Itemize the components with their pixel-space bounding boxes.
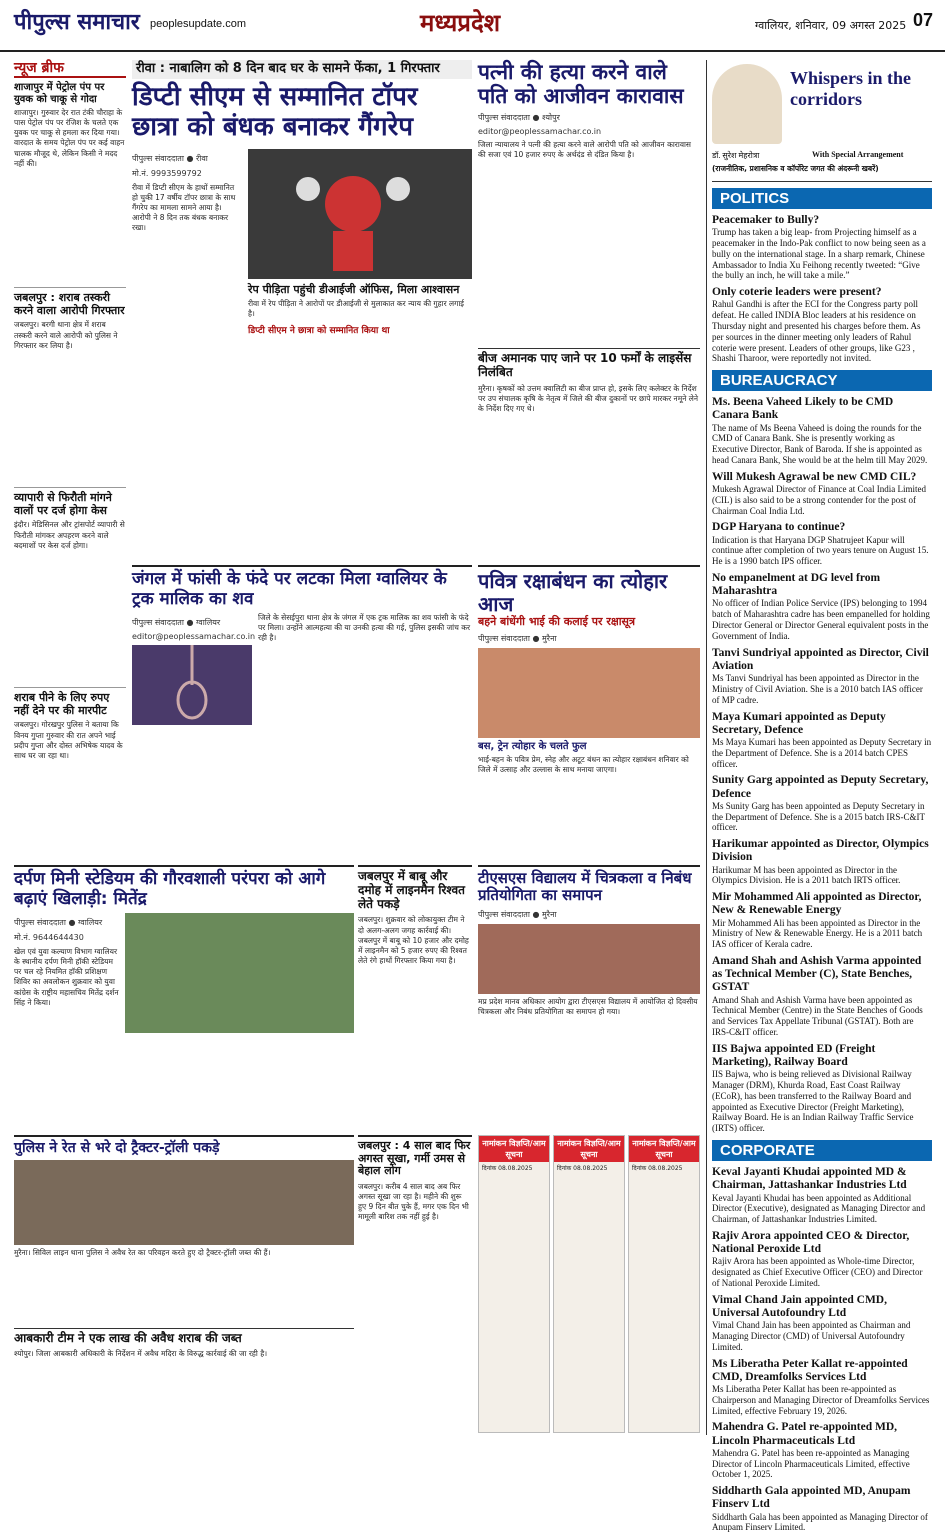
brief-headline: जबलपुर : शराब तस्करी करने वाला आरोपी गिरफ्तार <box>14 291 125 317</box>
story-body: मुरैना। सिविल लाइन थाना पुलिस ने अवैध रेत का परिवहन करते हुए दो ट्रैक्टर-ट्रॉली जब्त की हैं। <box>14 1248 271 1258</box>
story-darpan-stadium <box>14 865 354 1130</box>
item-text: IIS Bajwa, who is being relieved as Divisional Railway Manager (DRM), Khurda Road, East Coast Railway (ECoR), has been transferred to the Railway Board and appointed as Executive Director (Freight Marketing), Railway Board. He is an Indian Railway Traffic Service (IRTS) officer. <box>712 1069 914 1134</box>
item-headline: Tanvi Sundriyal appointed as Director, Civil Aviation <box>712 646 929 672</box>
market-photo <box>478 648 700 738</box>
notice-heading: नामांकन विज्ञप्ति/आम सूचना <box>479 1136 549 1162</box>
item-text: Keval Jayanti Khudai has been appointed as Additional Director (Executive), designated as Managing Director and Chairman, of Jattashankar Industries Limited. <box>712 1192 926 1225</box>
item-text: Mahendra G. Patel has been re-appointed as Managing Director of Lincoln Pharmaceuticals Limited, effective October 1, 2025. <box>712 1447 910 1480</box>
photo-caption: बस, ट्रेन त्योहार के चलते फुल <box>478 740 587 752</box>
item-text: Mukesh Agrawal Director of Finance at Coal India Limited (CIL) is also said to be a strong contender for the post of Chairman Coal India Ltd. <box>712 484 926 516</box>
story-email[interactable]: editor@peoplessamachar.co.in <box>478 127 602 137</box>
story-body: श्योपुर। जिला आबकारी अधिकारी के निर्देशन में अवैध मदिरा के विरुद्ध कार्रवाई की जा रही है। <box>14 1348 268 1358</box>
story-headline: डिप्टी सीएम से सम्मानित टॉपर छात्रा को बंधक बनाकर गैंगरेप <box>132 81 418 142</box>
item-text: Ms Sunity Garg has been appointed as Deputy Secretary in the Department of Defence. She is a 2015 batch IRS-C&IT officer. <box>712 800 925 833</box>
story-truck-owner <box>132 565 472 860</box>
item-headline: Keval Jayanti Khudai appointed MD & Chairman, Jattashankar Industries Ltd <box>712 1166 907 1192</box>
item-text: The name of Ms Beena Vaheed is doing the rounds for the CMD of Canara Bank. She is presently working as Executive Director, Bank of Baroda. If she is appointed as head Canara Bank, She would be at the helm till May 2029. <box>712 422 928 466</box>
section-title: मध्यप्रदेश <box>420 9 501 37</box>
item-headline: Peacemaker to Bully? <box>712 214 820 226</box>
item-text: Rahul Gandhi is after the ECI for the Congress party poll defeat. He called INDIA Bloc leaders at his residence on Thursday night and presented his charges before them. As per sources in the dinner meeting only leaders of Rahul coterie were present. Leaders of other groups, like G23 , Shashi Tharoor, were reportedly not invited. <box>712 299 921 364</box>
item-text: Rajiv Arora has been appointed as Whole-time Director, designated as Chief Executive Officer (CEO) and Director of National Peroxide Limited. <box>712 1256 923 1288</box>
story-headline: पुलिस ने रेत से भरे दो ट्रैक्टर-ट्रॉली पकड़े <box>14 1140 220 1156</box>
story-body: जिला न्यायालय ने पत्नी की हत्या करने वाले आरोपी पति को आजीवन कारावास की सजा एवं 10 हजार रुपए के अर्थदंड से दंडित किया है। <box>478 140 692 160</box>
story-subhead: बहने बांधेंगी भाई की कलाई पर रक्षासूत्र <box>478 615 636 628</box>
item-headline: Amand Shah and Ashish Varma appointed as Technical Member (C), State Benches, GSTAT <box>712 955 922 994</box>
item-headline: Mir Mohammed Ali appointed as Director, New & Renewable Energy <box>712 891 922 917</box>
section-corporate: CORPORATE <box>712 1140 932 1161</box>
noose-icon <box>132 645 252 725</box>
news-brief-title: न्यूज ब्रीफ <box>14 60 126 78</box>
side-body: रीवा में रेप पीड़िता ने आरोपों पर डीआईजी से मुलाकात कर न्याय की गुहार लगाई है। <box>248 299 464 319</box>
section-politics: POLITICS <box>712 188 932 209</box>
story-headline: दर्पण मिनी स्टेडियम की गौरवशाली परंपरा को आगे बढ़ाएं खिलाड़ी: मितेंद्र <box>14 869 326 909</box>
item-text: Siddharth Gala has been appointed as Managing Director of Anupam Finserv Limited. <box>712 1511 928 1533</box>
story-wife-murder <box>478 60 700 345</box>
brief-text: इंदौर। मेडिसिनल और ट्रांसपोर्ट व्यापारी से फिरौती मांगकर अपहरण करने वाले बदमाशों पर केस दर्ज होगा। <box>14 520 125 550</box>
item-text: Ms Maya Kumari has been appointed as Deputy Secretary in the Department of Defence. She is a 2014 batch CPES officer. <box>712 736 932 769</box>
story-byline: पीपुल्स संवाददाता ● श्योपुर <box>478 113 560 123</box>
school-photo <box>478 924 700 994</box>
story-body: जबलपुर। शुक्रवार को लोकायुक्त टीम ने दो अलग-अलग जगह कार्रवाई की। जबलपुर में बाबू को 10 हजार और दमोह में लाइनमैन को 5 हजार रुपए की रिश्वत लेते रंगे हाथों गिरफ्तार किया गया है। <box>358 915 469 965</box>
notice-ad-1 <box>478 1135 550 1433</box>
story-body: भाई-बहन के पवित्र प्रेम, स्नेह और अटूट बंधन का त्योहार रक्षाबंधन शनिवार को जिले में उत्साह और उल्लास के साथ मनाया जाएगा। <box>478 755 689 775</box>
story-body: जिले के सेसईपुरा थाना क्षेत्र के जंगल में एक ट्रक मालिक का शव फांसी के फंदे पर मिला। उन्होंने आत्महत्या की या उनकी हत्या की गई, पुलिस इसकी जांच कर रही है। <box>258 613 471 643</box>
story-headline: जबलपुर में बाबू और दमोह में लाइनमैन रिश्वत लेते पकड़े <box>358 869 465 911</box>
story-headline: आबकारी टीम ने एक लाख की अवैध शराब की जब्त <box>14 1331 242 1345</box>
brief-text: जबलपुर। गोरखपुर पुलिस ने बताया कि विनय गुप्ता गुरुवार की रात अपने भाई प्रदीप गुप्ता और दोस्त अभिषेक यादव के साथ घर जा रहा था। <box>14 720 123 760</box>
hockey-team-photo <box>125 913 354 1033</box>
story-seed-licenses <box>478 348 700 560</box>
story-body: जबलपुर। करीब 4 साल बाद अब फिर अगस्त सूखा जा रहा है। महीने की शुरू हुए 9 दिन बीत चुके हैं, मगर एक दिन भी मामूली बारिश तक नहीं हुई है। <box>358 1181 469 1222</box>
item-headline: Siddharth Gala appointed MD, Anupam Finserv Ltd <box>712 1485 911 1511</box>
page-number: 07 <box>912 10 933 30</box>
story-byline: पीपुल्स संवाददाता ● रीवा <box>132 153 208 163</box>
story-raksha-bandhan <box>478 565 700 860</box>
brief-item <box>14 487 126 687</box>
whispers-header <box>712 60 932 182</box>
notice-heading: नामांकन विज्ञप्ति/आम सूचना <box>554 1136 624 1162</box>
whispers-tagline: (राजनीतिक, प्रशासनिक व कॉर्पोरेट जगत की अंदरूनी खबरें) <box>712 164 879 173</box>
item-text: No officer of Indian Police Service (IPS) belonging to 1994 batch of Maharashtra cadre has been empanelled for holding Director General or Director General equivalent posts in the Government of India. <box>712 598 930 641</box>
story-headline: बीज अमानक पाए जाने पर 10 फर्मों के लाइसेंस निलंबित <box>478 351 692 379</box>
story-mobile: मो.नं. 9644644430 <box>14 933 84 943</box>
story-headline: पत्नी की हत्या करने वाले पति को आजीवन कारावास <box>478 60 684 109</box>
brief-headline: शाजापुर में पेट्रोल पंप पर युवक को चाकू से गोदा <box>14 82 105 105</box>
columnist-name: डॉ. सुरेश मेहरोत्रा <box>712 151 760 160</box>
story-liquor-seizure <box>14 1328 354 1433</box>
item-headline: Vimal Chand Jain appointed CMD, Universal Autofoundry Ltd <box>712 1293 887 1319</box>
item-text: Amand Shah and Ashish Varma have been appointed as Technical Member (Centre) in the State Benches of Goods and Services Tax Appellate Tribunal (GSTAT). Both are IRS-C&IT officer. <box>712 994 923 1038</box>
dateline: ग्वालियर, शनिवार, 09 अगस्त 2025 <box>755 19 907 32</box>
masthead <box>0 0 945 52</box>
item-text: Vimal Chand Jain has been appointed as Chairman and Managing Director (CMD) of Universal Autofoundry Limited. <box>712 1320 911 1352</box>
columnist-photo <box>712 64 782 144</box>
story-headline: पवित्र रक्षाबंधन का त्योहार आज <box>478 569 668 616</box>
pull-quote: डिप्टी सीएम ने छात्रा को सम्मानित किया था <box>248 325 390 336</box>
item-text: Indication is that Haryana DGP Shatrujeet Kapur will continue after completion of two years tenure on August 15. He is a 1990 batch IPS officer. <box>712 534 929 567</box>
notice-heading: नामांकन विज्ञप्ति/आम सूचना <box>629 1136 699 1162</box>
item-headline: No empanelment at DG level from Maharashtra <box>712 572 881 598</box>
whispers-title: Whispers in the corridors <box>790 68 912 109</box>
notice-date: दिनांक 08.08.2025 <box>632 1165 683 1172</box>
story-illustration <box>248 149 472 279</box>
item-headline: Maya Kumari appointed as Deputy Secretary, Defence <box>712 710 886 736</box>
item-headline: Ms Liberatha Peter Kallat re-appointed CMD, Dreamfolks Services Ltd <box>712 1357 908 1383</box>
story-byline: पीपुल्स संवाददाता ● मुरैना <box>478 633 557 643</box>
item-text: Harikumar M has been appointed as Director in the Olympics Division. He is a 2011 batch IRTS officer. <box>712 864 901 886</box>
item-headline: Harikumar appointed as Director, Olympics Division <box>712 838 929 864</box>
item-headline: IIS Bajwa appointed ED (Freight Marketing), Railway Board <box>712 1042 876 1069</box>
item-headline: Only coterie leaders were present? <box>712 286 882 299</box>
brief-item <box>14 287 126 487</box>
story-body: खेल एवं युवा कल्याण विभाग ग्वालियर के स्थानीय दर्पण मिनी हॉकी स्टेडियम पर चल रहे नियमित हॉकी प्रशिक्षण शिविर का अवलोकन शुक्रवार को युवा कांग्रेस के राष्ट्रीय महासचिव मितेंद्र दर्शन सिंह ने किया। <box>14 947 119 1007</box>
story-email[interactable]: editor@peoplessamachar.co.in <box>132 632 256 642</box>
notice-date: दिनांक 08.08.2025 <box>482 1165 533 1172</box>
story-body: रीवा में डिप्टी सीएम के हाथों सम्मानित हो चुकी 17 वर्षीय टॉपर छात्रा के साथ गैंगरेप का मामला सामने आया है। आरोपी ने 8 दिन तक बंधक बनाकर रखा। <box>132 182 236 233</box>
item-text: Trump has taken a big leap- from Projecting himself as a peacemaker in the Indo-Pak conflict to now being seen as a bully on the international stage. In a sharp remark, Chinese Ambassador to India Xu Feihong recently tweeted: “Give the bully an inch, he will take a mile.” <box>712 227 926 281</box>
story-dry-august <box>358 1135 472 1433</box>
section-bureaucracy: BUREAUCRACY <box>712 370 932 391</box>
item-headline: Mahendra G. Patel re-appointed MD, Lincoln Pharmaceuticals Ltd <box>712 1421 898 1447</box>
story-body: मप्र प्रदेश मानव अधिकार आयोग द्वारा टीएसएस विद्यालय में आयोजित दो दिवसीय चित्रकला और निबंध प्रतियोगिता का समापन हो गया। <box>478 996 698 1016</box>
side-headline: रेप पीड़िता पहुंची डीआईजी ऑफिस, मिला आश्वासन <box>248 282 460 296</box>
item-headline: DGP Haryana to continue? <box>712 521 846 534</box>
brief-headline: व्यापारी से फिरौती मांगने वालों पर दर्ज होगा केस <box>14 491 112 517</box>
story-mobile: मो.नं. 9993599792 <box>132 168 202 178</box>
item-headline: Sunity Garg appointed as Deputy Secretary, Defence <box>712 774 929 800</box>
item-text: Ms Tanvi Sundriyal has been appointed as Director in the Ministry of Civil Aviation. She is a 2010 batch IAS officer of MP cadre. <box>712 673 923 705</box>
notice-date: दिनांक 08.08.2025 <box>557 1165 608 1172</box>
story-bribe-arrest <box>358 865 472 1130</box>
story-sand-tractors <box>14 1135 354 1325</box>
item-text: Ms Liberatha Peter Kallat has been re-appointed as Chairperson and Managing Director of Dreamfolks Services Limited, effective February 19, 2026. <box>712 1384 930 1416</box>
item-text: Mir Mohammed Ali has been appointed as Director in the Ministry of New & Renewable Energy. He is a 2011 batch IAS officer of Kerala cadre. <box>712 917 923 950</box>
item-headline: Will Mukesh Agrawal be new CMD CIL? <box>712 470 917 483</box>
story-rewa-gangrape <box>132 60 472 560</box>
brief-text: जबलपुर। बरगी थाना क्षेत्र में शराब तस्करी करने वाले आरोपी को पुलिस ने गिरफ्तार कर लिया है। <box>14 320 118 350</box>
story-byline: पीपुल्स संवाददाता ● मुरैना <box>478 909 557 919</box>
victim-illustration-icon <box>248 149 458 279</box>
notice-ad-2 <box>553 1135 625 1433</box>
item-headline: Ms. Beena Vaheed Likely to be CMD Canara Bank <box>712 396 894 422</box>
story-kicker: रीवा : नाबालिग को 8 दिन बाद घर के सामने फेंका, 1 गिरफ्तार <box>132 60 472 79</box>
noose-photo <box>132 645 252 725</box>
brief-headline: शराब पीने के लिए रुपए नहीं देने पर की मारपीट <box>14 691 110 717</box>
newspaper-logo: पीपुल्स समाचार <box>14 10 140 35</box>
story-byline: पीपुल्स संवाददाता ● ग्वालियर <box>132 618 221 628</box>
brief-item <box>14 82 126 287</box>
notice-ad-3 <box>628 1135 700 1433</box>
brief-text: शाजापुर। गुरुवार देर रात टंकी चौराहा के पास पेट्रोल पंप पर रंजिश के चलते एक युवक पर चाकू से हमला कर दिया गया। वारदात के समय पेट्रोल पंप पर कई वाहन चालक मौजूद थे, लेकिन किसी ने मदद नहीं की। <box>14 108 125 168</box>
story-tss-school <box>478 865 700 1130</box>
story-headline: टीएसएस विद्यालय में चित्रकला व निबंध प्रतियोगिता का समापन <box>478 869 692 905</box>
whispers-column <box>706 60 932 1533</box>
website-url[interactable]: peoplesupdate.com <box>150 18 247 30</box>
police-photo <box>14 1160 354 1245</box>
story-body: मुरैना। कृषकों को उत्तम क्वालिटी का बीज प्राप्त हो, इसके लिए कलेक्टर के निर्देश पर उप संचालक कृषि के नेतृत्व में जिले की बीज दुकानों पर छापे मारकर नमूने लेने के निर्देश दिए गए थे। <box>478 383 698 413</box>
story-headline: जंगल में फांसी के फंदे पर लटका मिला ग्वालियर के ट्रक मालिक का शव <box>132 569 447 609</box>
story-headline: जबलपुर : 4 साल बाद फिर अगस्त सूखा, गर्मी उमस से बेहाल लोग <box>358 1139 471 1178</box>
story-byline: पीपुल्स संवाददाता ● ग्वालियर <box>14 918 103 928</box>
arrangement-note: With Special Arrangement <box>812 150 904 159</box>
item-headline: Rajiv Arora appointed CEO & Director, National Peroxide Ltd <box>712 1229 910 1256</box>
